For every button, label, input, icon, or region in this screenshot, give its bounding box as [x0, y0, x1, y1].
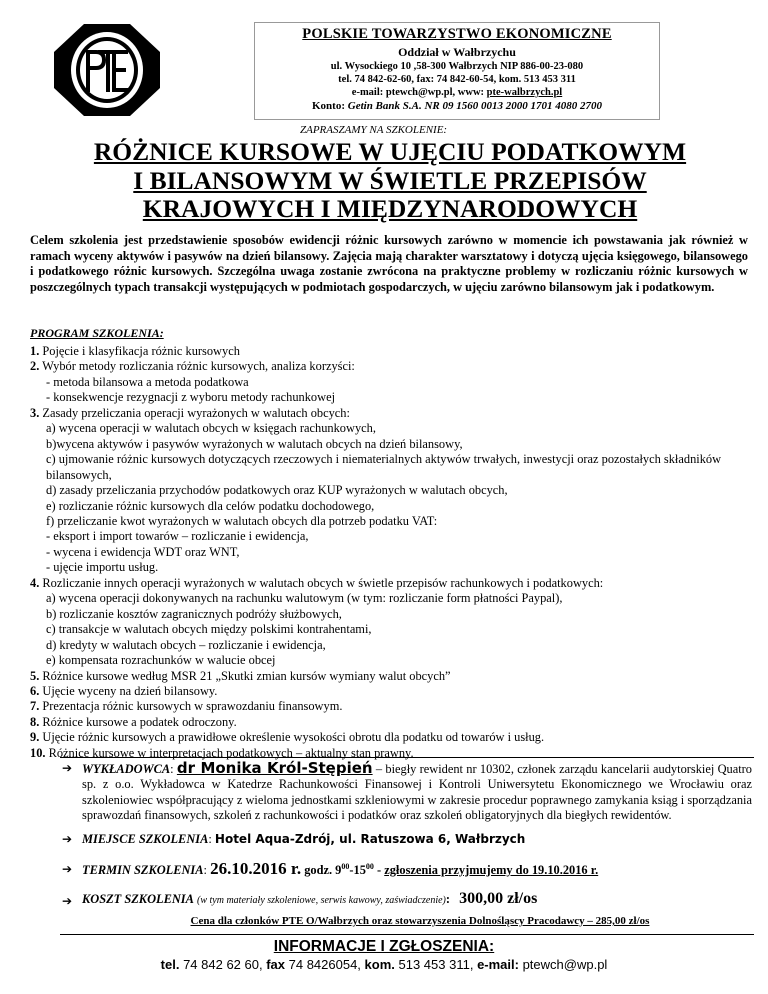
title-line: I BILANSOWYM W ŚWIETLE PRZEPISÓW: [133, 165, 647, 195]
program-heading: PROGRAM SZKOLENIA:: [30, 326, 164, 340]
program-item-text: Wybór metody rozliczania różnic kursowych, analiza korzyści:: [39, 359, 355, 374]
program-item: [30, 406, 760, 421]
program-item-number: 3.: [30, 405, 40, 420]
email-www: [255, 86, 659, 99]
email-label: e-mail: ptewch@wp.pl, www:: [351, 87, 487, 98]
program-item-text: Ujęcie wyceny na dzień bilansowy.: [39, 683, 218, 698]
tel-label: tel.: [160, 957, 180, 972]
bank-account: [255, 100, 659, 113]
member-discount: Cena dla członków PTE O/Wałbrzych oraz stowarzyszenia Dolnośląscy Pracodawcy – 285,00 zł/os: [190, 915, 650, 927]
place-value: Hotel Aqua-Zdrój, ul. Ratuszowa 6, Wałbrzych: [214, 831, 526, 846]
program-item-number: 1.: [30, 344, 40, 358]
arrow-icon: ➔: [62, 893, 73, 908]
program-item: [30, 730, 760, 745]
email-label: e-mail:: [477, 957, 519, 972]
training-title: [40, 138, 740, 224]
program-subitem: - metoda bilansowa a metoda podatkowa: [46, 374, 249, 389]
program-item-text: Rozliczanie innych operacji wyrażonych w walutach obcych w świetle przepisów rachunkowych i podatkowych:: [39, 575, 604, 590]
program-item: [30, 669, 760, 684]
divider: [60, 757, 754, 758]
program-subitem: f) przeliczanie kwot wyrażonych w walutach obcych dla potrzeb podatku VAT:: [46, 513, 438, 528]
term-hours: godz. $9^{00}-15^{00}$: [304, 861, 374, 877]
program-subitem: e) rozliczanie różnic kursowych dla celów podatku dochodowego,: [46, 498, 375, 513]
program-item: [30, 344, 760, 359]
term-label: TERMIN SZKOLENIA: [82, 862, 204, 877]
program-item-text: Różnice kursowe według MSR 21 „Skutki zmian kursów wymiany walut obcych”: [39, 668, 451, 683]
arrow-icon: ➔: [62, 761, 73, 775]
program-item: [30, 746, 760, 761]
tel-value: 74 842 62 60,: [179, 957, 267, 972]
phones: tel. 74 842-62-60, fax: 74 842-60-54, kom. 513 453 311: [338, 74, 576, 85]
place-label: MIEJSCE SZKOLENIA: [82, 831, 209, 846]
kom-value: 513 453 311,: [394, 957, 478, 972]
training-details: [62, 759, 752, 911]
cost-price: 300,00 zł/os: [459, 889, 538, 907]
program-subitem: c) transakcje w walutach obcych między polskimi kontrahentami,: [46, 622, 372, 637]
organization-info: [254, 22, 660, 120]
program-item-number: 7.: [30, 699, 40, 714]
divider: [60, 934, 754, 935]
program-item: [30, 359, 760, 374]
kom-label: kom.: [364, 957, 395, 972]
program-subitem: c) ujmowanie różnic kursowych dotyczących rzeczowych i niematerialnych aktywów trwałych, inwestycji oraz pozostałych składników bilansowych,: [46, 452, 722, 482]
contact-line: [0, 957, 768, 972]
program-item: [30, 715, 760, 730]
program-item-number: 8.: [30, 714, 40, 729]
program-item-number: 6.: [30, 683, 40, 698]
term-separator: -: [373, 862, 385, 877]
invite-text: ZAPRASZAMY NA SZKOLENIE:: [300, 124, 448, 136]
letterhead: [22, 22, 764, 120]
title-line: KRAJOWYCH I MIĘDZYNARODOWYCH: [142, 194, 638, 223]
website-link[interactable]: pte-walbrzych.pl: [486, 87, 563, 98]
program-subitem: a) wycena operacji w walutach obcych w księgach rachunkowych,: [46, 421, 376, 436]
cost-block: ➔ KOSZT SZKOLENIA (w tym materiały szkoleniowe, serwis kawowy, zaświadczenie): 300,00 zł/os: [82, 889, 752, 911]
program-item-text: Prezentacja różnic kursowych w sprawozdaniu finansowym.: [39, 699, 343, 714]
fax-label: fax: [266, 957, 286, 972]
program-subitem: b)wycena aktywów i pasywów wyrażonych w walutach obcych na dzień bilansowy,: [46, 436, 463, 451]
branch-name: Oddział w Wałbrzychu: [398, 45, 516, 59]
email-value[interactable]: ptewch@wp.pl: [518, 957, 608, 972]
pte-logo: [22, 22, 254, 120]
fax-value: 74 8426054,: [285, 957, 365, 972]
arrow-icon: ➔: [62, 861, 73, 876]
lecturer-bio: – biegły rewident nr 10302, członek zarządu kancelarii audytorskiej Quatro sp. z o.o. Wykładowca w Katedrze Rachunkowości Finansowej i Kontroli Uniwersytetu Ekonomicznego we Wrocławiu oraz szkoleniowiec współpracujący z wieloma jednostkami szkleniowymi w zakresie procedur poprawnego zamykania ksiąg i sporządzania sprawozdań finansowych, szkoleń z rachunkowości i podatków oraz szkoleń obligatoryjnych dla biegłych rewidentów.: [82, 762, 752, 823]
org-name: POLSKIE TOWARZYSTWO EKONOMICZNE: [302, 26, 612, 42]
program-subitem: e) kompensata rozrachunków w walucie obcej: [46, 653, 276, 668]
program-subitem: - eksport i import towarów – rozliczanie i ewidencja,: [46, 529, 309, 544]
konto-label: Konto:: [312, 100, 345, 112]
program-item-text: Ujęcie różnic kursowych a prawidłowe określenie wysokości obrotu dla podatku od towarów i usług.: [39, 730, 545, 745]
program-subitem: - konsekwencje rezygnacji z wyboru metody rachunkowej: [46, 390, 336, 405]
program-item-text: Różnice kursowe w interpretacjach podatkowych – aktualny stan prawny.: [45, 745, 414, 760]
program-subitem: - wycena i ewidencja WDT oraz WNT,: [46, 544, 240, 559]
program-item-number: 9.: [30, 730, 40, 745]
program-subitem: d) kredyty w walutach obcych – rozliczanie i ewidencja,: [46, 637, 326, 652]
title-line: RÓŻNICE KURSOWE W UJĘCIU PODATKOWYM: [93, 137, 687, 166]
term-date: 26.10.2016 r.: [210, 858, 302, 878]
cost-label: KOSZT SZKOLENIA: [82, 891, 194, 906]
lecturer-label: WYKŁADOWCA: [82, 762, 171, 776]
program-item: [30, 684, 760, 699]
contact-heading: INFORMACJE I ZGŁOSZENIA:: [273, 938, 495, 955]
program-item-number: 2.: [30, 359, 40, 374]
address: ul. Wysockiego 10 ,58-300 Wałbrzych NIP 886-00-23-080: [330, 61, 584, 72]
lecturer-block: ➔ WYKŁADOWCA: dr Monika Król-Stępień – biegły rewident nr 10302, członek zarządu kancelarii audytorskiej Quatro sp. z o.o. Wykładowca w Katedrze Rachunkowości Finansowej i Kontroli Uniwersytetu Ekonomicznego we Wrocławiu oraz szkoleniowiec współpracujący z wieloma jednostkami szkleniowymi w zakresie procedur poprawnego zamykania ksiąg i sporządzania sprawozdań finansowych, szkoleń z rachunkowości i podatków oraz szkoleń obligatoryjnych dla biegłych rewidentów.: [62, 759, 752, 823]
konto-value: Getin Bank S.A. NR 09 1560 0013 2000 1701 4080 2700: [347, 100, 602, 112]
program-subitem: d) zasady przeliczania przychodów podatkowych oraz KUP wyrażonych w walutach obcych,: [46, 483, 508, 498]
program-item: [30, 699, 760, 714]
program-item-text: Różnice kursowe a podatek odroczony.: [39, 714, 237, 729]
program-item-text: Pojęcie i klasyfikacja różnic kursowych: [39, 344, 240, 358]
program-item: [30, 576, 760, 591]
term-block: ➔ TERMIN SZKOLENIA: 26.10.2016 r. godz. $9^{00}-15^{00}$ - zgłoszenia przyjmujemy do 19.10.2016 r.: [62, 858, 599, 878]
program-item-number: 10.: [30, 745, 46, 760]
place-block: ➔ MIEJSCE SZKOLENIA: Hotel Aqua-Zdrój, ul. Ratuszowa 6, Wałbrzych: [62, 831, 526, 846]
intro-paragraph: Celem szkolenia jest przedstawienie sposobów ewidencji różnic kursowych zarówno w momencie ich powstawania jak również w ramach wyceny aktywów i pasywów na dzień bilansowy. Zajęcia mają charakter warsztatowy i dotyczą ujęcia księgowego, bilansowego i podatkowego różnic kursowych. Szczególna uwaga zostanie zwrócona na praktyczne problemy w rozliczaniu różnic kursowych w poszczególnych typach transakcji występujących w podmiotach gospodarczych, w ujęciu zarówno bilansowym jak i podatkowym.: [30, 233, 748, 294]
cost-note: (w tym materiały szkoleniowe, serwis kawowy, zaświadczenie): [197, 894, 446, 906]
program-subitem: b) rozliczanie kosztów zagranicznych podróży służbowych,: [46, 606, 342, 621]
program-list: [30, 344, 760, 761]
program-subitem: - ujęcie importu usług.: [46, 560, 159, 575]
lecturer-name: dr Monika Król-Stępień: [176, 759, 373, 777]
registration-deadline: zgłoszenia przyjmujemy do 19.10.2016 r.: [384, 862, 599, 877]
program-item-number: 4.: [30, 575, 40, 590]
arrow-icon: ➔: [62, 831, 73, 846]
program-item-number: 5.: [30, 668, 40, 683]
program-item-text: Zasady przeliczania operacji wyrażonych w walutach obcych:: [39, 405, 350, 420]
program-subitem: a) wycena operacji dokonywanych na rachunku walutowym (w tym: rozliczanie form płatności Paypal),: [46, 591, 563, 606]
